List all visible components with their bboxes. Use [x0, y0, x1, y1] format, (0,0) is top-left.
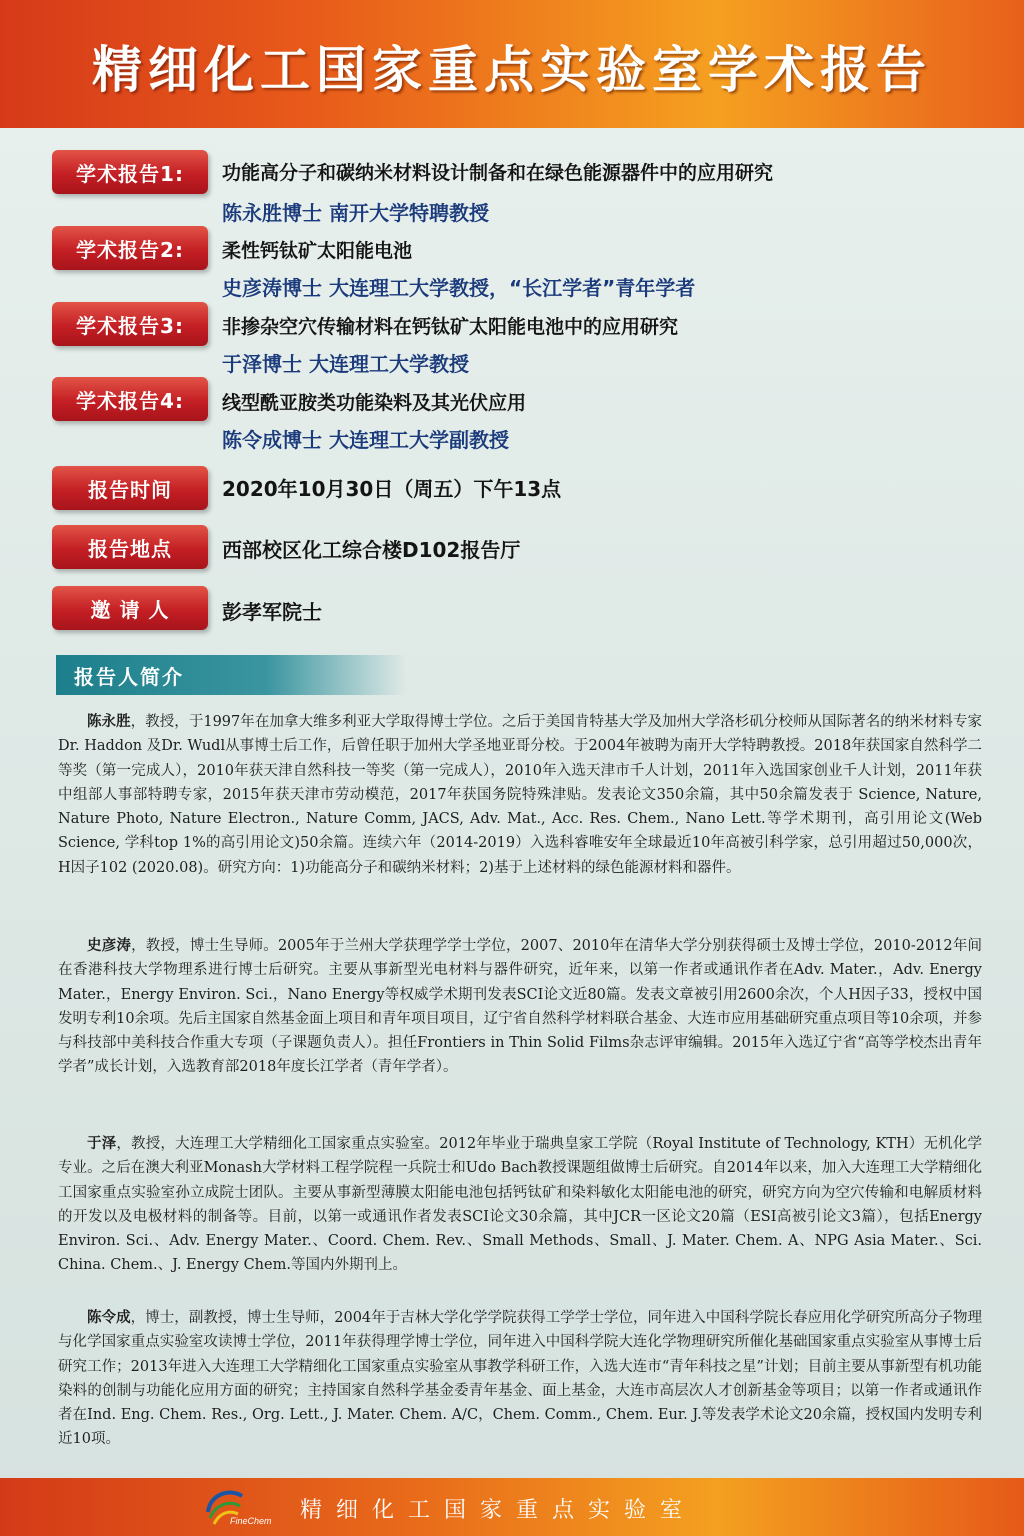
bio-shi-yantao: [58, 934, 982, 1080]
place-label: 报告地点: [52, 525, 208, 569]
bios-section-header: 报告人简介: [56, 655, 406, 695]
bio-text: ，博士，副教授，博士生导师，2004年于吉林大学化学学院获得工学学士学位，同年进入中国科学院长春应用化学研究所高分子物理与化学国家重点实验室攻读博士学位，2011年获得理学博士学位，同年进入中国科学院大连化学物理研究所催化基础国家重点实验室从事博士后研究工作；2013年进入大连理工大学精细化工国家重点实验室从事教学科研工作，入选大连市“青年科技之星”计划；目前主要从事新型有机功能染料的创制与功能化应用方面的研究；主持国家自然科学基金委青年基金、面上基金，大连市高层次人才创新基金等项目；以第一作者或通讯作者在Ind. Eng. Chem. Res., Org. Lett., J. Mater. Chem. A/C，Chem. Comm., Chem. Eur. J.等发表学术论文20余篇，授权国内发明专利近10项。: [58, 1310, 982, 1448]
logo-text: FineChem: [230, 1516, 272, 1526]
place-value: 西部校区化工综合楼D102报告厅: [222, 538, 521, 562]
report-4-speaker: 陈令成博士 大连理工大学副教授: [222, 428, 509, 452]
bio-text: ，教授，博士生导师。2005年于兰州大学获理学学士学位，2007、2010年在清华大学分别获得硕士及博士学位，2010-2012年间在香港科技大学物理系进行博士后研究。主要从事新型光电材料与器件研究，近年来，以第一作者或通讯作者在Adv. Mater.，Adv. Energy Mater.，Energy Environ. Sci.，Nano Energy等权威学术期刊发表SCI论文近80篇。发表文章被引用2600余次，个人H因子33，授权中国发明专利10余项。先后主国家自然基金面上项目和青年项目项目，辽宁省自然科学材料联合基金、大连市应用基础研究重点项目等10余项，并参与科技部中美科技合作重大专项（子课题负责人）。担任Frontiers in Thin Solid Films杂志评审编辑。2015年入选辽宁省“高等学校杰出青年学者”成长计划，入选教育部2018年度长江学者（青年学者）。: [58, 938, 983, 1076]
report-3-speaker: 于泽博士 大连理工大学教授: [222, 352, 469, 376]
report-3-tag: 学术报告3:: [52, 302, 208, 346]
bio-chen-lingcheng: [58, 1306, 982, 1452]
report-4-tag: 学术报告4:: [52, 377, 208, 421]
report-4-title: 线型酰亚胺类功能染料及其光伏应用: [222, 392, 527, 414]
bio-name: 陈永胜: [87, 713, 131, 730]
report-2-speaker: 史彦涛博士 大连理工大学教授，“长江学者”青年学者: [222, 276, 696, 300]
report-1-title: 功能高分子和碳纳米材料设计制备和在绿色能源器件中的应用研究: [222, 162, 774, 184]
bio-name: 史彦涛: [87, 937, 132, 954]
report-3-title: 非掺杂空穴传输材料在钙钛矿太阳能电池中的应用研究: [222, 316, 679, 338]
time-value: 2020年10月30日（周五）下午13点: [222, 477, 562, 501]
bio-chen-yongsheng: [58, 710, 982, 880]
time-label: 报告时间: [52, 466, 208, 510]
bio-yu-ze: [58, 1132, 982, 1278]
host-label: 邀 请 人: [52, 586, 208, 630]
footer-text: 精细化工国家重点实验室: [300, 1498, 697, 1523]
bio-text: ，教授，于1997年在加拿大维多利亚大学取得博士学位。之后于美国肯特基大学及加州大学洛杉矶分校师从国际著名的纳米材料专家Dr. Haddon 及Dr. Wudl从事博士后工作，后曾任职于加州大学圣地亚哥分校。于2004年被聘为南开大学特聘教授。2018年获国家自然科学二等奖（第一完成人），2010年获天津自然科技一等奖（第一完成人），2010年入选天津市千人计划，2011年入选国家创业千人计划，2011年获中组部人事部特聘专家，2015年获天津市劳动模范，2017年获国务院特殊津贴。发表论文350余篇，其中50余篇发表于 Science, Nature, Nature Photo, Nature Electron., Nature Comm, JACS, Adv. Mat., Acc. Res. Chem., Nano Lett.等学术期刊，高引用论文(Web Science, 学科top 1%的高引用论文)50余篇。连续六年（2014-2019）入选科睿唯安年全球最近10年高被引科学家，总引用超过50,000次，H因子102 (2020.08)。研究方向：1)功能高分子和碳纳米材料；2)基于上述材料的绿色能源材料和器件。: [58, 714, 982, 876]
bio-text: ，教授，大连理工大学精细化工国家重点实验室。2012年毕业于瑞典皇家工学院（Royal Institute of Technology, KTH）无机化学专业。之后在澳大利亚Monash大学材料工程学院程一兵院士和Udo Bach教授课题组做博士后研究。自2014年以来，加入大连理工大学精细化工国家重点实验室孙立成院士团队。主要从事新型薄膜太阳能电池包括钙钛矿和染料敏化太阳能电池的研究，研究方向为空穴传输和电解质材料的开发以及电极材料的制备等。目前，以第一或通讯作者发表SCI论文30余篇，其中JCR一区论文20篇（ESI高被引论文3篇），包括Energy Environ. Sci.、Adv. Energy Mater.、Coord. Chem. Rev.、Small Methods、Small、J. Mater. Chem. A、NPG Asia Mater.、Sci. China. Chem.、J. Energy Chem.等国内外期刊上。: [58, 1136, 982, 1274]
bio-name: 陈令成: [87, 1309, 131, 1326]
report-2-tag: 学术报告2:: [52, 226, 208, 270]
poster-title: 精细化工国家重点实验室学术报告: [92, 41, 932, 99]
bio-name: 于泽: [87, 1135, 117, 1152]
report-2-title: 柔性钙钛矿太阳能电池: [222, 240, 413, 262]
host-value: 彭孝军院士: [222, 600, 322, 624]
finechem-logo-icon: [200, 1482, 280, 1530]
report-1-speaker: 陈永胜博士 南开大学特聘教授: [222, 201, 489, 225]
report-1-tag: 学术报告1:: [52, 150, 208, 194]
